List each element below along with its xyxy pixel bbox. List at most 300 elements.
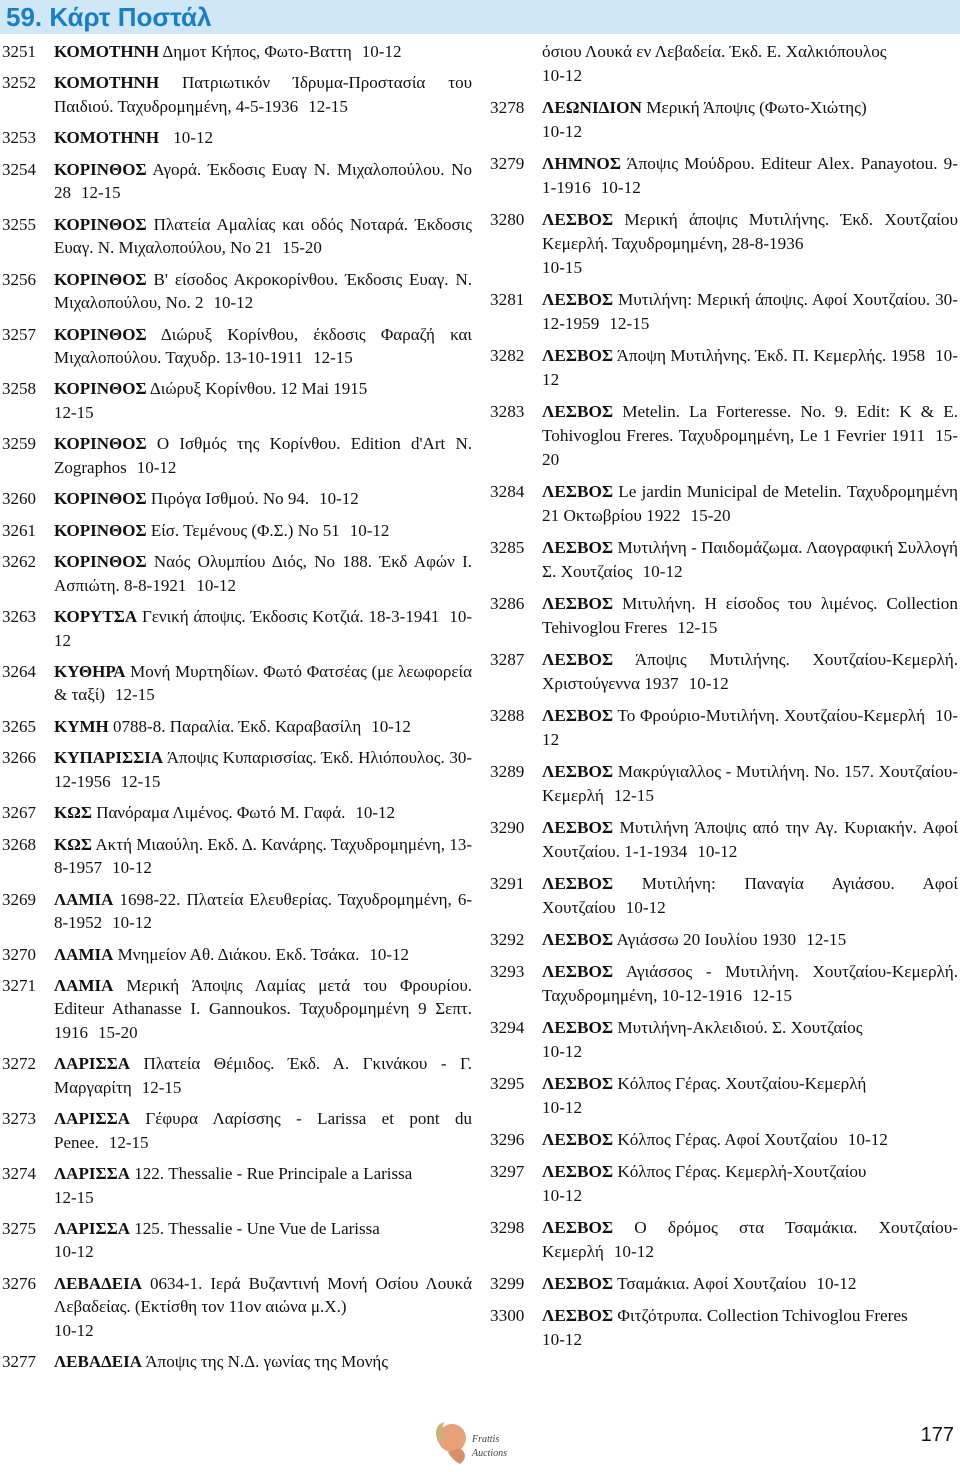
lot-text: Αγορά. Έκδοσις Ευαγ Ν. Μιχαλοπούλου. Νο 28 <box>54 159 473 203</box>
lot-entry <box>488 208 958 280</box>
lot-place-name: ΚΥΠΑΡΙΣΣΙΑ <box>54 748 164 768</box>
lot-number: 3263 <box>2 607 36 627</box>
lot-entry <box>488 96 958 144</box>
lot-number: 3300 <box>490 1306 525 1325</box>
lot-description <box>542 592 958 640</box>
lot-entry <box>0 550 472 597</box>
lot-number: 3272 <box>2 1054 36 1074</box>
logo-line-1: Frattis <box>472 1434 500 1445</box>
lot-place-name: ΛΑΡΙΣΣΑ <box>54 1164 130 1184</box>
lot-place-name: ΚΥΜΗ <box>54 716 109 736</box>
lot-estimate: 12-15 <box>751 986 793 1005</box>
lot-text: Φιτζότρυπα. Collection Tchivoglou Freres <box>617 1306 908 1325</box>
lot-text: Μυτιλήνη-Ακλειδιού. Σ. Χουτζαίος <box>617 1018 863 1037</box>
lot-text: 125. Thessalie - Une Vue de Larissa <box>134 1219 380 1239</box>
lot-number: 3251 <box>2 42 36 61</box>
lot-description <box>542 1072 958 1120</box>
lot-estimate: 10-12 <box>542 1042 583 1061</box>
lot-place-name: ΛΕΣΒΟΣ <box>542 874 614 893</box>
lot-description <box>54 605 472 652</box>
lot-number: 3288 <box>490 706 525 725</box>
lot-entry <box>488 928 958 952</box>
lot-description <box>54 1217 472 1264</box>
lot-text: Διώρυξ Κορίνθου, έκδοσις Φαραζή και Μιχαλοπούλου. Ταχυδρ. 13-10-1911 <box>54 324 472 367</box>
lot-description <box>542 960 958 1008</box>
lot-number: 3275 <box>2 1219 36 1239</box>
lot-estimate: 12-15 <box>54 1187 94 1207</box>
lot-number: 3274 <box>2 1164 36 1184</box>
lot-description <box>54 888 472 935</box>
lot-place-name: ΚΟΡΙΝΘΟΣ <box>54 434 147 454</box>
lot-description <box>542 1016 958 1064</box>
lot-description <box>54 1272 472 1342</box>
lot-estimate: 10-12 <box>196 575 237 595</box>
lot-description <box>542 400 958 472</box>
lot-estimate: 12-15 <box>806 930 847 949</box>
lot-entry <box>0 943 472 966</box>
lot-place-name: ΛΕΣΒΟΣ <box>542 482 614 501</box>
lot-number: 3256 <box>2 269 36 289</box>
lot-estimate: 10-12 <box>697 842 738 861</box>
lot-estimate: 12-15 <box>54 402 94 422</box>
lot-entry <box>488 704 958 752</box>
lot-number: 3264 <box>2 661 36 681</box>
lot-text: Άποψις της Ν.Δ. γωνίας της Μονής <box>145 1352 389 1372</box>
lot-description <box>54 715 472 738</box>
lot-place-name: ΛΕΣΒΟΣ <box>542 1130 614 1149</box>
lot-text: Είσ. Τεμένους (Φ.Σ.) Νο 51 <box>150 520 340 540</box>
lot-number: 3258 <box>2 379 36 399</box>
lot-number: 3257 <box>2 324 36 344</box>
lot-number: 3265 <box>2 716 36 736</box>
lot-estimate: 10-12 <box>213 293 254 313</box>
lot-description <box>542 1216 958 1264</box>
lot-text: 0634-1. Ιερά Βυζαντινή Μονή Οσίου Λουκά Λεβαδείας. (Εκτίσθη τον 11ον αιώνα μ.Χ.) <box>54 1273 472 1317</box>
lot-text: όσιου Λουκά εν Λεβαδεία. Έκδ. Ε. Χαλκιόπουλος <box>542 42 887 61</box>
lot-entry <box>488 760 958 808</box>
lot-number: 3293 <box>490 962 525 981</box>
lot-place-name: ΛΕΣΒΟΣ <box>542 346 614 365</box>
lot-text: Μυτιλήνη - Παιδομάζωμα. Λαογραφική Συλλογή Σ. Χουτζαίος <box>542 538 958 581</box>
lot-place-name: ΛΕΩΝΙΔΙΟΝ <box>542 98 642 117</box>
lot-text: Άποψις Μυτιλήνης. Χουτζαίου-Κεμερλή. Χριστούγεννα 1937 <box>542 650 958 693</box>
lot-entry <box>488 1304 958 1352</box>
lot-estimate: 12-15 <box>677 618 718 637</box>
lot-text: Μυτιλήνη Άποψις από την Αγ. Κυριακήν. Αφοί Χουτζαίου. 1-1-1934 <box>542 818 958 861</box>
lot-place-name: ΚΩΣ <box>54 803 92 823</box>
lot-number: 3260 <box>2 489 36 509</box>
lot-text: Μυτιλήνη: Παναγία Αγιάσου. Αφοί Χουτζαίου <box>542 874 958 917</box>
logo-line-2: Auctions <box>472 1448 507 1459</box>
lot-description <box>542 816 958 864</box>
lot-estimate: 12-15 <box>81 183 121 203</box>
lot-entry <box>488 400 958 472</box>
lot-description <box>54 213 472 260</box>
lot-number: 3269 <box>2 889 36 909</box>
lot-place-name: ΛΕΣΒΟΣ <box>542 1074 614 1093</box>
lot-estimate: 10-12 <box>542 346 958 389</box>
lot-estimate: 10-12 <box>349 520 390 540</box>
lot-estimate: 12-15 <box>313 347 353 367</box>
lot-estimate: 10-12 <box>319 489 359 509</box>
lot-description <box>54 158 472 205</box>
lot-place-name: ΚΥΘΗΡΑ <box>54 661 126 681</box>
lot-description <box>54 974 472 1044</box>
lot-place-name: ΛΑΡΙΣΣΑ <box>54 1054 130 1074</box>
lot-place-name: ΚΟΡΙΝΘΟΣ <box>54 214 147 234</box>
lot-number: 3266 <box>2 748 36 768</box>
lot-entry <box>0 1052 472 1099</box>
lot-estimate: 10-12 <box>355 803 396 823</box>
lot-estimate: 10-12 <box>371 716 411 736</box>
lot-number: 3296 <box>490 1130 525 1149</box>
lot-description <box>542 152 958 200</box>
lot-place-name: ΛΕΣΒΟΣ <box>542 1306 614 1325</box>
lot-number: 3270 <box>2 944 36 964</box>
lot-estimate: 10-12 <box>54 1242 94 1262</box>
lot-text: Μερική άποψις Μυτιλήνης. Έκδ. Χουτζαίου Κεμερλή. Ταχυδρομημένη, 28-8-1936 <box>542 210 958 253</box>
lot-entry <box>488 872 958 920</box>
lot-entry <box>488 480 958 528</box>
lot-text: Le jardin Municipal de Metelin. Ταχυδρομημένη 21 Οκτωβρίου 1922 <box>542 482 958 525</box>
lot-number: 3291 <box>490 874 525 893</box>
lot-number: 3299 <box>490 1274 525 1293</box>
lot-entry <box>0 715 472 738</box>
lot-description <box>54 943 472 966</box>
lot-description <box>542 40 958 88</box>
lot-text: Μερική Άποψις (Φωτο-Χιώτης) <box>646 98 867 117</box>
lot-place-name: ΚΩΣ <box>54 834 92 854</box>
lot-description <box>542 872 958 920</box>
lot-entry <box>0 1107 472 1154</box>
lot-number: 3254 <box>2 159 36 179</box>
lot-text: Ακτή Μιαούλη. Εκδ. Δ. Κανάρης. Ταχυδρομημένη, 13-8-1957 <box>54 834 472 878</box>
lot-text: 1698-22. Πλατεία Ελευθερίας. Ταχυδρομημένη, 6-8-1952 <box>54 889 472 933</box>
page-number: 177 <box>920 1424 954 1446</box>
lot-number: 3259 <box>2 434 36 454</box>
lot-entry <box>0 377 472 424</box>
lot-estimate: 12-15 <box>613 786 654 805</box>
lot-entry <box>488 1072 958 1120</box>
lot-estimate: 12-15 <box>609 314 650 333</box>
lot-description <box>542 1304 958 1352</box>
lot-estimate: 10-12 <box>136 457 177 477</box>
lot-description <box>54 833 472 880</box>
lot-description <box>54 487 472 510</box>
lot-number: 3294 <box>490 1018 525 1037</box>
lot-number: 3280 <box>490 210 525 229</box>
lot-text: 0788-8. Παραλία. Έκδ. Καραβασίλη <box>113 716 362 736</box>
lot-estimate: 10-12 <box>625 898 666 917</box>
lot-place-name: ΚΟΡΙΝΘΟΣ <box>54 324 147 344</box>
lot-number: 3255 <box>2 214 36 234</box>
lot-place-name: ΛΑΜΙΑ <box>54 944 114 964</box>
lot-estimate: 10-12 <box>542 1186 583 1205</box>
lot-number: 3261 <box>2 520 36 540</box>
lot-entry <box>0 974 472 1044</box>
lot-entry <box>0 833 472 880</box>
lot-estimate: 12-15 <box>308 96 348 116</box>
lot-description <box>54 377 472 424</box>
lot-description <box>54 40 472 63</box>
lot-entry <box>0 801 472 824</box>
lot-estimate: 15-20 <box>282 238 322 258</box>
lot-description <box>542 704 958 752</box>
lot-place-name: ΚΟΡΥΤΣΑ <box>54 607 138 627</box>
lot-text: Β' είσοδος Ακροκορίνθου. Έκδοσις Ευαγ. Ν. Μιχαλοπούλου, Νο. 2 <box>54 269 472 313</box>
lot-entry <box>488 1272 958 1296</box>
lot-description <box>542 344 958 392</box>
lot-place-name: ΛΕΣΒΟΣ <box>542 1162 614 1181</box>
section-header <box>0 0 960 34</box>
lot-text: Μακρύγιαλλος - Μυτιλήνη. No. 157. Χουτζαίου-Κεμερλή <box>542 762 958 805</box>
lot-entry <box>0 1217 472 1264</box>
lot-place-name: ΛΕΣΒΟΣ <box>542 962 614 981</box>
lot-place-name: ΛΕΒΑΔΕΙΑ <box>54 1352 143 1372</box>
lot-description <box>542 928 958 952</box>
lot-number: 3287 <box>490 650 525 669</box>
lot-text: Άποψις Μούδρου. Editeur Alex. Panayotou. 9-1-1916 <box>542 154 958 197</box>
lot-place-name: ΚΟΡΙΝΘΟΣ <box>54 552 147 572</box>
lot-entry <box>488 960 958 1008</box>
lot-description <box>542 1160 958 1208</box>
lot-place-name: ΛΕΣΒΟΣ <box>542 290 614 309</box>
lot-number: 3279 <box>490 154 525 173</box>
lot-text: Ο Ισθμός της Κορίνθου. Edition d'Art N. Zographos <box>54 434 472 477</box>
lot-entry <box>488 1128 958 1152</box>
lot-entry <box>0 660 472 707</box>
lot-entry <box>488 40 958 88</box>
lot-number: 3277 <box>2 1352 36 1372</box>
lot-estimate: 10-12 <box>369 944 409 964</box>
lot-entry <box>0 432 472 479</box>
lot-place-name: ΚΟΡΙΝΘΟΣ <box>54 159 147 179</box>
lot-description <box>542 1128 958 1152</box>
lot-place-name: ΛΕΣΒΟΣ <box>542 706 614 725</box>
lot-place-name: ΛΗΜΝΟΣ <box>542 154 621 173</box>
lot-description <box>54 660 472 707</box>
lot-estimate: 12-15 <box>120 771 161 791</box>
lot-description <box>54 268 472 315</box>
lot-description <box>54 1052 472 1099</box>
lot-estimate: 10-12 <box>688 674 729 693</box>
lot-entry <box>0 605 472 652</box>
lot-description <box>54 550 472 597</box>
lot-entry <box>0 40 472 63</box>
left-column <box>0 40 472 1382</box>
lot-text: Ναός Ολυμπίου Διός, Νο 188. Έκδ Αφών Ι. Ασπιώτη. 8-8-1921 <box>54 552 473 595</box>
lot-description <box>542 96 958 144</box>
lot-number: 3282 <box>490 346 525 365</box>
lot-place-name: ΚΟΜΟΤΗΝΗ <box>54 42 160 61</box>
lot-entry <box>488 648 958 696</box>
lot-number: 3298 <box>490 1218 525 1237</box>
lot-estimate: 12-15 <box>141 1077 182 1097</box>
lot-number: 3268 <box>2 834 36 854</box>
lot-number: 3273 <box>2 1109 36 1129</box>
right-column <box>488 40 958 1360</box>
lot-number: 3292 <box>490 930 525 949</box>
lot-entry <box>0 519 472 542</box>
lot-text: Ο δρόμος στα Τσαμάκια. Χουτζαίου-Κεμερλή <box>542 1218 959 1261</box>
lot-estimate: 10-12 <box>613 1242 654 1261</box>
lot-place-name: ΛΕΣΒΟΣ <box>542 1274 614 1293</box>
lot-place-name: ΚΟΜΟΤΗΝΗ <box>54 128 160 148</box>
lot-place-name: ΛΑΡΙΣΣΑ <box>54 1109 130 1129</box>
lot-estimate: 12-15 <box>108 1132 149 1152</box>
lot-text: Δημοτ Κήπος, Φωτο-Βαττη <box>162 42 352 61</box>
lot-entry <box>488 816 958 864</box>
lot-estimate: 10-12 <box>542 1098 583 1117</box>
lot-description <box>542 1272 958 1296</box>
lot-place-name: ΚΟΡΙΝΘΟΣ <box>54 489 147 509</box>
lot-place-name: ΛΑΡΙΣΣΑ <box>54 1219 130 1239</box>
lot-description <box>54 801 472 824</box>
lot-entry <box>488 1216 958 1264</box>
lot-entry <box>0 213 472 260</box>
lot-text: Πιρόγα Ισθμού. Νο 94. <box>150 489 310 509</box>
lot-entry <box>488 592 958 640</box>
lot-entry <box>488 344 958 392</box>
lot-number: 3289 <box>490 762 525 781</box>
lot-text: Κόλπος Γέρας. Χουτζαίου-Κεμερλή <box>617 1074 867 1093</box>
lot-estimate: 10-12 <box>542 122 583 141</box>
lot-estimate: 10-12 <box>54 607 472 650</box>
lot-number: 3252 <box>2 73 36 93</box>
lot-estimate: 10-12 <box>600 178 641 197</box>
lot-estimate: 15-20 <box>690 506 731 525</box>
lot-entry <box>488 1160 958 1208</box>
lot-number: 3253 <box>2 128 36 148</box>
lot-entry <box>488 288 958 336</box>
lot-number: 3285 <box>490 538 525 557</box>
lot-entry <box>488 1016 958 1064</box>
lot-text: Μερική Άποψις Λαμίας μετά του Φρουρίου. Editeur Athanasse I. Gannoukos. Ταχυδρομημένη 9 Σεπτ. 1916 <box>54 975 472 1042</box>
lot-text: Διώρυξ Κορίνθου. 12 Mai 1915 <box>149 379 368 399</box>
lot-description <box>54 519 472 542</box>
lot-description <box>54 1162 472 1209</box>
lot-estimate: 10-12 <box>361 42 402 61</box>
lot-place-name: ΛΕΣΒΟΣ <box>542 210 614 229</box>
lot-number: 3276 <box>2 1273 36 1293</box>
lot-description <box>54 71 472 118</box>
lot-text: Πλατεία Θέμιδος. Έκδ. Α. Γκινάκου - Γ. Μαργαρίτη <box>54 1054 472 1097</box>
lot-description <box>542 648 958 696</box>
lot-place-name: ΛΕΣΒΟΣ <box>542 538 614 557</box>
lot-number: 3262 <box>2 552 36 572</box>
lot-place-name: ΛΕΣΒΟΣ <box>542 650 614 669</box>
lot-estimate: 10-12 <box>173 128 213 148</box>
lot-place-name: ΛΕΣΒΟΣ <box>542 930 614 949</box>
lot-description <box>542 208 958 280</box>
lot-text: Αγιάσσω 20 Ιουλίου 1930 <box>616 930 797 949</box>
lot-place-name: ΛΕΣΒΟΣ <box>542 594 614 613</box>
lot-place-name: ΚΟΡΙΝΘΟΣ <box>54 379 147 399</box>
lot-number: 3297 <box>490 1162 525 1181</box>
lot-description <box>54 1350 472 1373</box>
lot-entry <box>0 71 472 118</box>
lot-entry <box>488 152 958 200</box>
lot-description <box>54 746 472 793</box>
lot-entry <box>0 323 472 370</box>
lot-description <box>542 536 958 584</box>
lot-number: 3267 <box>2 803 36 823</box>
lot-text: Μνημείον Αθ. Διάκου. Εκδ. Τσάκα. <box>117 944 360 964</box>
lot-text: Κόλπος Γέρας. Κεμερλή-Χουτζαίου <box>617 1162 867 1181</box>
lot-text: Μυτιλήνη: Μερική άποψις. Αφοί Χουτζαίου. 30-12-1959 <box>542 290 958 333</box>
lot-estimate: 10-12 <box>816 1274 857 1293</box>
lot-entry <box>0 1350 472 1373</box>
frattis-auctions-logo <box>430 1412 530 1468</box>
lot-estimate: 12-15 <box>115 685 155 705</box>
lot-entry <box>0 268 472 315</box>
lot-entry <box>0 126 472 149</box>
lot-description <box>542 480 958 528</box>
lot-place-name: ΛΕΣΒΟΣ <box>542 1218 614 1237</box>
lot-text: Άποψη Μυτιλήνης. Έκδ. Π. Κεμερλής. 1958 <box>616 346 926 365</box>
lot-text: Μονή Μυρτηδίων. Φωτό Φατσέας (με λεωφορεία & ταξί) <box>54 661 473 705</box>
section-title: 59. Κάρτ Ποστάλ <box>6 2 212 32</box>
lot-entry <box>0 746 472 793</box>
lot-estimate: 10-12 <box>542 66 583 85</box>
lot-number: 3290 <box>490 818 525 837</box>
lot-estimate: 10-12 <box>54 1320 94 1340</box>
lot-text: Πατριωτικόν Ίδρυμα-Προστασία του Παιδιού. Ταχυδρομημένη, 4-5-1936 <box>54 73 472 116</box>
lot-text: Αγιάσσος - Μυτιλήνη. Χουτζαίου-Κεμερλή. Ταχυδρομημένη, 10-12-1916 <box>542 962 958 1005</box>
lot-estimate: 15-20 <box>98 1022 138 1042</box>
lot-number: 3284 <box>490 482 525 501</box>
lot-number: 3295 <box>490 1074 525 1093</box>
lot-place-name: ΚΟΡΙΝΘΟΣ <box>54 269 147 289</box>
lot-estimate: 10-15 <box>542 258 583 277</box>
lot-place-name: ΛΑΜΙΑ <box>54 975 114 995</box>
lot-place-name: ΚΟΡΙΝΘΟΣ <box>54 520 147 540</box>
lot-description <box>54 432 472 479</box>
lot-place-name: ΛΕΣΒΟΣ <box>542 1018 614 1037</box>
lot-text: Άποψις Κυπαρισσίας. Έκδ. Ηλιόπουλος. 30-12-1956 <box>54 748 473 791</box>
lot-estimate: 10-12 <box>847 1130 888 1149</box>
lot-text: Metelin. La Forteresse. No. 9. Edit: K & E. Tohivoglou Freres. Ταχυδρομημένη, Le 1 Fevrier 1911 <box>542 402 959 445</box>
lot-text: Μιτυλήνη. Η είσοδος του λιμένος. Collection Tehivoglou Freres <box>542 594 958 637</box>
lot-place-name: ΛΑΜΙΑ <box>54 889 114 909</box>
lot-text: Γέφυρα Λαρίσσης - Larissa et pont du Penee. <box>54 1109 473 1152</box>
lot-place-name: ΛΕΣΒΟΣ <box>542 762 614 781</box>
lot-description <box>542 288 958 336</box>
lot-number: 3283 <box>490 402 525 421</box>
lot-description <box>54 126 472 149</box>
lot-text: Τσαμάκια. Αφοί Χουτζαίου <box>617 1274 807 1293</box>
lot-description <box>54 323 472 370</box>
lot-entry <box>0 888 472 935</box>
lot-text: Γενική άποψις. Έκδοσις Κοτζιά. 18-3-1941 <box>141 607 440 627</box>
lot-place-name: ΛΕΣΒΟΣ <box>542 818 614 837</box>
lot-place-name: ΛΕΣΒΟΣ <box>542 402 614 421</box>
lot-description <box>54 1107 472 1154</box>
lot-place-name: ΚΟΜΟΤΗΝΗ <box>54 73 160 93</box>
lot-place-name: ΛΕΒΑΔΕΙΑ <box>54 1273 143 1293</box>
lot-number: 3278 <box>490 98 525 117</box>
lot-estimate: 10-12 <box>542 706 958 749</box>
lot-text: Πλατεία Αμαλίας και οδός Νοταρά. Έκδοσις Ευαγ. Ν. Μιχαλοπούλου, Νο 21 <box>54 214 472 258</box>
lot-number: 3281 <box>490 290 525 309</box>
lot-description <box>542 760 958 808</box>
lot-number: 3286 <box>490 594 525 613</box>
lot-text: Κόλπος Γέρας. Αφοί Χουτζαίου <box>617 1130 838 1149</box>
lot-number: 3271 <box>2 975 36 995</box>
lot-text: 122. Thessalie - Rue Principale a Larissa <box>134 1164 413 1184</box>
lot-estimate: 10-12 <box>542 1330 583 1349</box>
lot-estimate: 10-12 <box>112 858 152 878</box>
